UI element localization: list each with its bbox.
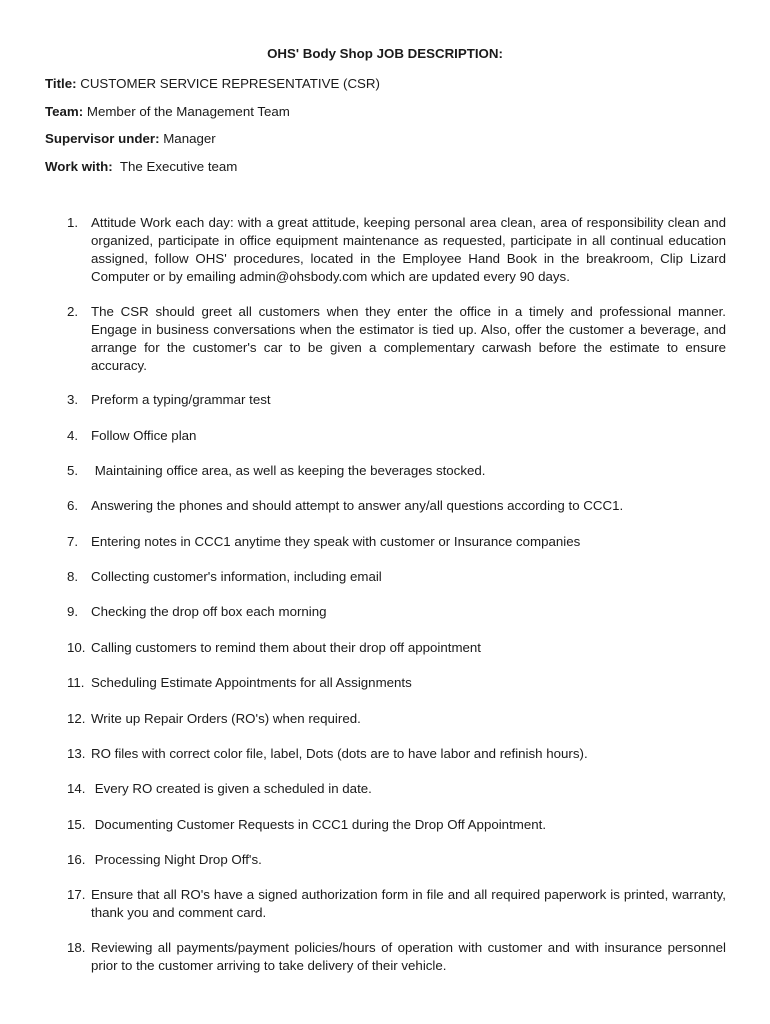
work-with-line: [45, 159, 237, 174]
list-item-number: 5.: [67, 463, 79, 478]
list-item: [67, 639, 726, 657]
list-item-number: 11.: [67, 675, 85, 690]
supervisor-line: [45, 131, 216, 146]
list-item-text: Answering the phones and should attempt to answer any/all questions according to CCC1.: [91, 498, 624, 513]
team-value: Member of the Management Team: [83, 104, 290, 119]
list-item-text: Documenting Customer Requests in CCC1 during the Drop Off Appointment.: [91, 817, 547, 832]
list-item-number: 8.: [67, 569, 79, 584]
list-item-number: 12.: [67, 711, 86, 726]
list-item: [67, 886, 726, 922]
list-item: [67, 391, 726, 409]
team-label: Team:: [45, 104, 84, 119]
team-line: [45, 104, 290, 119]
list-item: [67, 674, 726, 692]
list-item-text: Checking the drop off box each morning: [91, 604, 327, 619]
list-item-text: RO files with correct color file, label, Dots (dots are to have labor and refinish hours).: [91, 746, 588, 761]
list-item-text: Reviewing all payments/payment policies/hours of operation with customer and with insurance personnel prior to the customer arriving to take delivery of their vehicle.: [91, 940, 726, 973]
list-item-text: Follow Office plan: [91, 428, 197, 443]
list-item: [67, 710, 726, 728]
list-item-text: Maintaining office area, as well as keeping the beverages stocked.: [91, 463, 486, 478]
list-item: [67, 427, 726, 445]
list-item: [67, 603, 726, 621]
document-heading: OHS' Body Shop JOB DESCRIPTION:: [267, 46, 503, 61]
list-item-text: Collecting customer's information, including email: [91, 569, 382, 584]
list-item-text: Processing Night Drop Off's.: [91, 852, 262, 867]
list-item-number: 4.: [67, 428, 79, 443]
list-item: [67, 533, 726, 551]
list-item-text: Preform a typing/grammar test: [91, 392, 271, 407]
list-item-number: 10.: [67, 640, 86, 655]
list-item-text: Attitude Work each day: with a great attitude, keeping personal area clean, area of responsibility clean and organized, participate in office equipment maintenance as requested, participate in all continual education assigned, follow OHS' procedures, located in the Employee Hand Book in the breakroom, Clip Lizard Computer or by emailing admin@ohsbody.com which are updated every 90 days.: [91, 215, 726, 284]
title-line: [45, 76, 380, 91]
list-item: [67, 303, 726, 375]
list-item: [67, 745, 726, 763]
list-item-text: Calling customers to remind them about their drop off appointment: [91, 640, 482, 655]
list-item: [67, 939, 726, 975]
list-item-number: 15.: [67, 817, 86, 832]
list-item-number: 13.: [67, 746, 86, 761]
list-item-number: 16.: [67, 852, 86, 867]
list-item-text: Scheduling Estimate Appointments for all Assignments: [91, 675, 412, 690]
list-item-text: The CSR should greet all customers when they enter the office in a timely and professional manner. Engage in business conversations when the estimator is tied up. Also, offer the customer a beverage, and arrange for the customer's car to be given a complementary carwash before the estimate to ensure accuracy.: [91, 304, 726, 373]
list-item-number: 14.: [67, 781, 86, 796]
title-value: CUSTOMER SERVICE REPRESENTATIVE (CSR): [76, 76, 380, 91]
supervisor-value: Manager: [159, 131, 216, 146]
list-item: [67, 462, 726, 480]
title-label: Title:: [45, 76, 77, 91]
list-item-number: 9.: [67, 604, 79, 619]
list-item-number: 17.: [67, 887, 86, 902]
list-item-number: 6.: [67, 498, 79, 513]
list-item: [67, 816, 726, 834]
list-item: [67, 497, 726, 515]
list-item-text: Ensure that all RO's have a signed authorization form in file and all required paperwork is printed, warranty, thank you and comment card.: [91, 887, 726, 920]
list-item: [67, 568, 726, 586]
list-item-number: 3.: [67, 392, 79, 407]
list-item-number: 7.: [67, 534, 79, 549]
list-item-number: 2.: [67, 304, 79, 319]
list-item-text: Write up Repair Orders (RO's) when required.: [91, 711, 361, 726]
list-item: [67, 851, 726, 869]
list-item: [67, 214, 726, 286]
supervisor-label: Supervisor under:: [45, 131, 160, 146]
list-item-text: Entering notes in CCC1 anytime they speak with customer or Insurance companies: [91, 534, 581, 549]
list-item: [67, 780, 726, 798]
list-item-text: Every RO created is given a scheduled in date.: [91, 781, 372, 796]
list-item-number: 1.: [67, 215, 79, 230]
list-item-number: 18.: [67, 940, 86, 955]
work-with-value: The Executive team: [112, 159, 238, 174]
work-with-label: Work with:: [45, 159, 113, 174]
